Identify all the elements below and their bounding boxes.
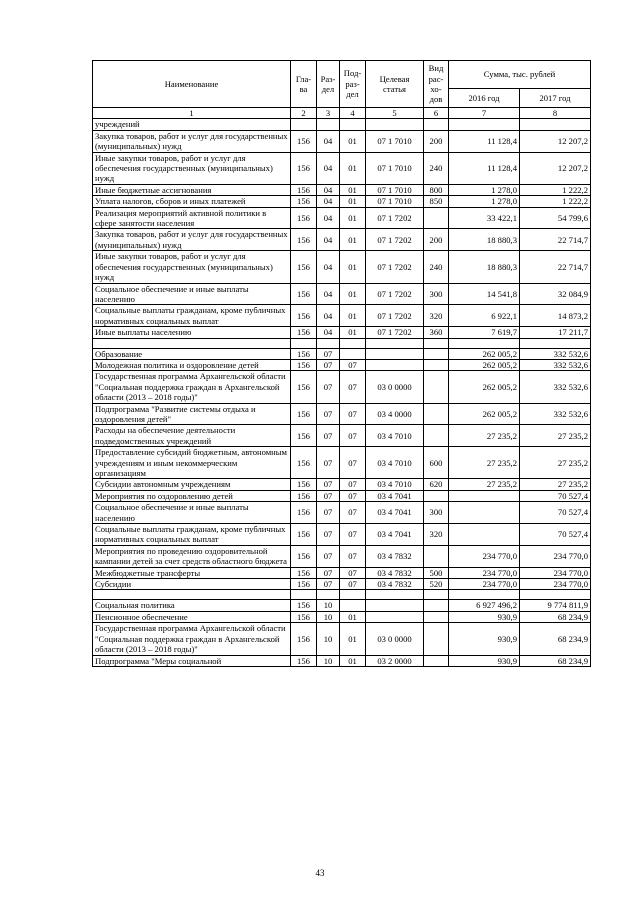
cell-v: 300 [424,283,449,305]
cell-r: 07 [317,479,340,490]
cell-p: 07 [340,371,366,403]
cell-cs: 03 4 7010 [366,479,424,490]
cell-p: 01 [340,327,366,338]
cell-name: Иные закупки товаров, работ и услуг для обеспечения государственных (муниципальных) нужд [93,152,291,184]
cell-b: 54 799,6 [520,207,591,229]
cell-a: 262 005,2 [449,371,520,403]
header-razdel: Раз- дел [317,61,340,108]
table-row [93,655,591,666]
cell-g: 156 [291,359,317,370]
cell-r: 07 [317,359,340,370]
cell-v [424,119,449,130]
cell-a: 27 235,2 [449,447,520,479]
cell-cs: 03 4 7832 [366,567,424,578]
cell-cs: 03 4 7010 [366,447,424,479]
cell-v: 500 [424,567,449,578]
cell-cs: 03 0 0000 [366,371,424,403]
cell-r: 10 [317,611,340,622]
cell-name: Иные выплаты населению [93,327,291,338]
cell-r: 10 [317,655,340,666]
cell-v: 300 [424,502,449,524]
cell-g: 156 [291,152,317,184]
cell-g: 156 [291,545,317,567]
cell-b: 234 770,0 [520,579,591,590]
cell-b: 234 770,0 [520,567,591,578]
cell-b: 27 235,2 [520,425,591,447]
colnum: 6 [424,108,449,119]
cell-g: 156 [291,524,317,546]
cell-b: 22 714,7 [520,251,591,283]
cell-cs: 03 2 0000 [366,655,424,666]
cell-r: 04 [317,305,340,327]
table-row [93,251,591,283]
table-row [93,152,591,184]
cell-r: 07 [317,567,340,578]
cell-p: 01 [340,184,366,195]
cell-a: 33 422,1 [449,207,520,229]
table-row [93,327,591,338]
cell-cs: 07 1 7010 [366,130,424,152]
empty-cell [520,338,591,348]
empty-cell [317,590,340,600]
cell-b: 332 532,6 [520,348,591,359]
table-row [93,524,591,546]
table-row [93,283,591,305]
empty-cell [449,338,520,348]
header-summa: Сумма, тыс. рублей [449,61,591,89]
cell-p: 01 [340,207,366,229]
cell-v [424,348,449,359]
cell-v: 360 [424,327,449,338]
cell-b: 1 222,2 [520,184,591,195]
cell-g: 156 [291,130,317,152]
cell-v [424,623,449,655]
cell-g [291,119,317,130]
cell-name: Образование [93,348,291,359]
cell-g: 156 [291,251,317,283]
cell-p: 01 [340,130,366,152]
cell-p: 07 [340,502,366,524]
cell-p: 01 [340,623,366,655]
cell-v [424,207,449,229]
cell-p: 01 [340,196,366,207]
cell-cs: 07 1 7202 [366,251,424,283]
cell-r: 07 [317,524,340,546]
empty-cell [340,338,366,348]
table-row [93,502,591,524]
cell-name: Социальная политика [93,600,291,611]
colnum: 3 [317,108,340,119]
cell-cs: 07 1 7202 [366,327,424,338]
cell-cs: 03 4 7832 [366,579,424,590]
table-row [93,229,591,251]
colnum: 5 [366,108,424,119]
cell-b: 12 207,2 [520,130,591,152]
cell-b: 9 774 811,9 [520,600,591,611]
cell-v: 520 [424,579,449,590]
cell-cs: 07 1 7010 [366,184,424,195]
cell-p: 01 [340,611,366,622]
cell-p: 01 [340,251,366,283]
cell-v: 620 [424,479,449,490]
header-2016: 2016 год [449,89,520,108]
cell-a [449,524,520,546]
header-glava: Гла- ва [291,61,317,108]
cell-a: 18 880,3 [449,251,520,283]
cell-a [449,119,520,130]
cell-g: 156 [291,479,317,490]
table-row [93,567,591,578]
table-row [93,207,591,229]
cell-a: 6 927 496,2 [449,600,520,611]
header-2017: 2017 год [520,89,591,108]
cell-b: 32 084,9 [520,283,591,305]
cell-p: 07 [340,545,366,567]
cell-r: 10 [317,600,340,611]
empty-cell [424,338,449,348]
colnum: 4 [340,108,366,119]
cell-name: Подпрограмма "Меры социальной [93,655,291,666]
cell-g: 156 [291,490,317,501]
cell-cs: 03 0 0000 [366,623,424,655]
cell-a [449,502,520,524]
cell-g: 156 [291,623,317,655]
table-row [93,184,591,195]
cell-a: 262 005,2 [449,403,520,425]
cell-p: 01 [340,655,366,666]
cell-p: 07 [340,359,366,370]
cell-name: Уплата налогов, сборов и иных платежей [93,196,291,207]
cell-g: 156 [291,229,317,251]
cell-g: 156 [291,447,317,479]
cell-p [340,600,366,611]
cell-p: 01 [340,152,366,184]
cell-v [424,490,449,501]
cell-name: Государственная программа Архангельской области "Социальная поддержка граждан в Архангельской области (2013 – 2018 годы)" [93,371,291,403]
cell-cs [366,611,424,622]
cell-p: 01 [340,229,366,251]
cell-g: 156 [291,502,317,524]
table-row [93,611,591,622]
cell-v: 200 [424,229,449,251]
cell-b: 27 235,2 [520,447,591,479]
cell-name: Государственная программа Архангельской области "Социальная поддержка граждан в Архангельской области (2013 – 2018 годы)" [93,623,291,655]
cell-r [317,119,340,130]
table-row [93,371,591,403]
cell-r: 04 [317,229,340,251]
cell-a: 1 278,0 [449,184,520,195]
cell-p: 07 [340,447,366,479]
cell-a: 27 235,2 [449,425,520,447]
cell-name: Субсидии [93,579,291,590]
empty-cell [291,590,317,600]
cell-r: 07 [317,403,340,425]
header-podrazdel: Под- раз- дел [340,61,366,108]
cell-name: Иные бюджетные ассигнования [93,184,291,195]
table-row [93,348,591,359]
cell-g: 156 [291,283,317,305]
cell-name: Закупка товаров, работ и услуг для государственных (муниципальных) нужд [93,229,291,251]
header-celevaya: Целевая статья [366,61,424,108]
cell-v [424,600,449,611]
cell-g: 156 [291,184,317,195]
cell-b: 332 532,6 [520,403,591,425]
cell-a: 234 770,0 [449,567,520,578]
cell-p: 07 [340,479,366,490]
cell-g: 156 [291,655,317,666]
cell-p [340,119,366,130]
cell-g: 156 [291,371,317,403]
cell-a: 262 005,2 [449,348,520,359]
cell-b: 17 211,7 [520,327,591,338]
cell-a: 930,9 [449,611,520,622]
cell-b: 68 234,9 [520,611,591,622]
cell-a: 1 278,0 [449,196,520,207]
column-numbers [93,108,591,119]
cell-r: 07 [317,502,340,524]
header-vid: Вид рас- хо- дов [424,61,449,108]
cell-r: 04 [317,196,340,207]
cell-a: 930,9 [449,655,520,666]
cell-v [424,403,449,425]
cell-a: 18 880,3 [449,229,520,251]
cell-p: 07 [340,579,366,590]
cell-cs: 07 1 7202 [366,305,424,327]
table-row [93,490,591,501]
cell-g: 156 [291,196,317,207]
cell-g: 156 [291,567,317,578]
cell-v: 800 [424,184,449,195]
cell-cs: 03 4 7832 [366,545,424,567]
empty-cell [520,590,591,600]
cell-a: 27 235,2 [449,479,520,490]
cell-name: Социальные выплаты гражданам, кроме публичных нормативных социальных выплат [93,524,291,546]
cell-cs: 07 1 7202 [366,207,424,229]
cell-p: 01 [340,305,366,327]
cell-p [340,348,366,359]
cell-r: 04 [317,130,340,152]
cell-a: 7 619,7 [449,327,520,338]
cell-cs [366,600,424,611]
cell-cs: 07 1 7202 [366,229,424,251]
cell-a: 11 128,4 [449,130,520,152]
cell-r: 10 [317,623,340,655]
cell-name: Расходы на обеспечение деятельности подведомственных учреждений [93,425,291,447]
cell-b: 22 714,7 [520,229,591,251]
cell-v: 320 [424,524,449,546]
table-row [93,130,591,152]
cell-a [449,490,520,501]
cell-a: 11 128,4 [449,152,520,184]
cell-a: 6 922,1 [449,305,520,327]
cell-name: Социальное обеспечение и иные выплаты населению [93,283,291,305]
empty-cell [317,338,340,348]
cell-name: Реализация мероприятий активной политики в сфере занятости населения [93,207,291,229]
cell-b: 68 234,9 [520,655,591,666]
table-row [93,600,591,611]
cell-r: 04 [317,251,340,283]
cell-b: 70 527,4 [520,502,591,524]
cell-v: 200 [424,130,449,152]
header-name: Наименование [93,61,291,108]
cell-b: 332 532,6 [520,371,591,403]
cell-name: Межбюджетные трансферты [93,567,291,578]
cell-name: Иные закупки товаров, работ и услуг для обеспечения государственных (муниципальных) нужд [93,251,291,283]
cell-cs: 03 4 7041 [366,490,424,501]
cell-cs: 03 4 7041 [366,502,424,524]
cell-b: 234 770,0 [520,545,591,567]
spacer-row [93,338,591,348]
table-row [93,425,591,447]
table-row [93,623,591,655]
cell-cs: 07 1 7202 [366,283,424,305]
colnum: 1 [93,108,291,119]
table-row [93,479,591,490]
cell-name: Субсидии автономным учреждениям [93,479,291,490]
cell-name: Социальные выплаты гражданам, кроме публичных нормативных социальных выплат [93,305,291,327]
colnum: 7 [449,108,520,119]
cell-v: 850 [424,196,449,207]
cell-g: 156 [291,403,317,425]
cell-b: 14 873,2 [520,305,591,327]
cell-r: 07 [317,425,340,447]
cell-g: 156 [291,600,317,611]
cell-p: 07 [340,403,366,425]
cell-p: 07 [340,490,366,501]
cell-v [424,655,449,666]
cell-v [424,425,449,447]
cell-b: 70 527,4 [520,490,591,501]
empty-cell [93,590,291,600]
cell-cs: 07 1 7010 [366,196,424,207]
table-row [93,545,591,567]
empty-cell [424,590,449,600]
cell-cs [366,119,424,130]
cell-v [424,371,449,403]
cell-g: 156 [291,348,317,359]
cell-v: 600 [424,447,449,479]
cell-cs [366,348,424,359]
colnum: 8 [520,108,591,119]
cell-r: 07 [317,579,340,590]
table-row [93,119,591,130]
cell-b: 12 207,2 [520,152,591,184]
cell-r: 04 [317,184,340,195]
table-row [93,359,591,370]
cell-a: 234 770,0 [449,579,520,590]
cell-b: 68 234,9 [520,623,591,655]
cell-v: 240 [424,152,449,184]
cell-g: 156 [291,207,317,229]
cell-name: Молодежная политика и оздоровление детей [93,359,291,370]
cell-b: 1 222,2 [520,196,591,207]
cell-name: Социальное обеспечение и иные выплаты населению [93,502,291,524]
cell-cs: 03 4 7010 [366,425,424,447]
cell-p: 07 [340,567,366,578]
cell-a: 234 770,0 [449,545,520,567]
cell-cs: 07 1 7010 [366,152,424,184]
empty-cell [366,590,424,600]
cell-name: Закупка товаров, работ и услуг для государственных (муниципальных) нужд [93,130,291,152]
cell-r: 07 [317,490,340,501]
cell-p: 01 [340,283,366,305]
cell-b: 332 532,6 [520,359,591,370]
cell-g: 156 [291,327,317,338]
table-row [93,579,591,590]
table-row [93,403,591,425]
cell-a: 14 541,8 [449,283,520,305]
cell-p: 07 [340,425,366,447]
cell-a: 262 005,2 [449,359,520,370]
cell-r: 04 [317,207,340,229]
cell-name: Пенсионное обеспечение [93,611,291,622]
empty-cell [340,590,366,600]
cell-name: Подпрограмма "Развитие системы отдыха и оздоровления детей" [93,403,291,425]
colnum: 2 [291,108,317,119]
cell-r: 04 [317,283,340,305]
cell-cs: 03 4 7041 [366,524,424,546]
table-row [93,196,591,207]
cell-r: 04 [317,152,340,184]
cell-g: 156 [291,579,317,590]
cell-v [424,359,449,370]
cell-r: 07 [317,371,340,403]
cell-r: 07 [317,545,340,567]
cell-p: 07 [340,524,366,546]
cell-v [424,611,449,622]
page-number: 43 [315,868,325,878]
cell-g: 156 [291,425,317,447]
cell-v: 240 [424,251,449,283]
cell-name: Мероприятия по проведению оздоровительной кампании детей за счет средств областного бюджета [93,545,291,567]
cell-b: 70 527,4 [520,524,591,546]
empty-cell [93,338,291,348]
cell-name: Мероприятия по оздоровлению детей [93,490,291,501]
spacer-row [93,590,591,600]
cell-name: учреждений [93,119,291,130]
cell-g: 156 [291,611,317,622]
empty-cell [449,590,520,600]
cell-v: 320 [424,305,449,327]
table-row [93,305,591,327]
cell-a: 930,9 [449,623,520,655]
cell-g: 156 [291,305,317,327]
cell-r: 07 [317,348,340,359]
cell-cs: 03 4 0000 [366,403,424,425]
cell-b: 27 235,2 [520,479,591,490]
empty-cell [366,338,424,348]
cell-name: Предоставление субсидий бюджетным, автономным учреждениям и иным некоммерческим организациям [93,447,291,479]
cell-r: 07 [317,447,340,479]
cell-r: 04 [317,327,340,338]
cell-v [424,545,449,567]
cell-b [520,119,591,130]
empty-cell [291,338,317,348]
table-row [93,447,591,479]
cell-cs [366,359,424,370]
budget-table [92,60,591,667]
